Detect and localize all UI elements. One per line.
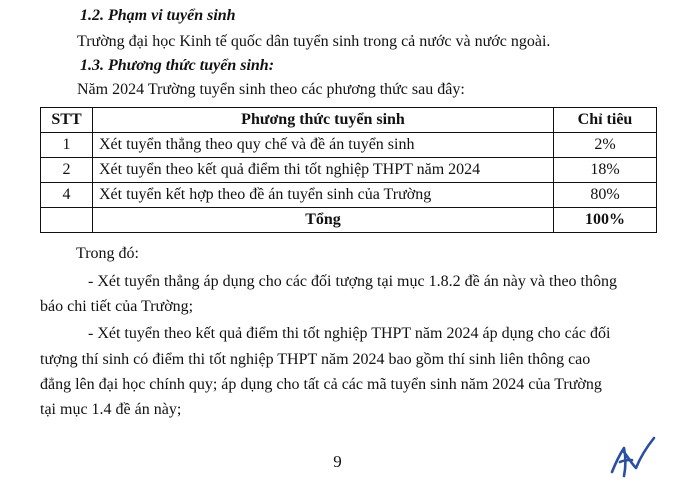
section-1-3-heading: 1.3. Phương thức tuyển sinh: xyxy=(80,57,275,74)
notes-intro: Trong đó: xyxy=(76,245,139,262)
table-row xyxy=(41,183,657,208)
note-2-line-1: - Xét tuyển theo kết quả điểm thi tốt nghiệp THPT năm 2024 áp dụng cho các đối xyxy=(88,325,611,342)
handwritten-signature-icon xyxy=(602,432,658,480)
total-stt-empty xyxy=(41,208,93,233)
row-stt: 2 xyxy=(41,158,93,183)
row-stt: 1 xyxy=(41,133,93,158)
note-2-line-2: tượng thí sinh có điểm thi tốt nghiệp THPT năm 2024 bao gồm thí sinh liên thông cao xyxy=(40,351,591,368)
section-1-3-intro: Năm 2024 Trường tuyển sinh theo các phương thức sau đây: xyxy=(77,81,465,98)
header-method: Phương thức tuyển sinh xyxy=(93,108,554,133)
section-1-2-text: Trường đại học Kinh tế quốc dân tuyển sinh trong cả nước và nước ngoài. xyxy=(77,33,551,50)
note-2-line-4: tại mục 1.4 đề án này; xyxy=(40,401,182,418)
page-number: 9 xyxy=(333,452,342,471)
total-quota: 100% xyxy=(554,208,657,233)
section-1-2-heading: 1.2. Phạm vi tuyển sinh xyxy=(80,7,236,24)
row-quota: 18% xyxy=(554,158,657,183)
table-total-row xyxy=(41,208,657,233)
row-method: Xét tuyển kết hợp theo đề án tuyển sinh của Trường xyxy=(93,183,554,208)
total-label: Tổng xyxy=(93,208,554,233)
note-1-line-2: báo chi tiết của Trường; xyxy=(40,298,194,315)
header-quota: Chỉ tiêu xyxy=(554,108,657,133)
table-header-row xyxy=(41,108,657,133)
table-row xyxy=(41,133,657,158)
row-quota: 2% xyxy=(554,133,657,158)
admission-methods-table xyxy=(40,107,657,233)
table-row xyxy=(41,158,657,183)
note-2-line-3: đẳng lên đại học chính quy; áp dụng cho tất cả các mã tuyển sinh năm 2024 của Trường xyxy=(40,376,602,393)
row-method: Xét tuyển theo kết quả điểm thi tốt nghiệp THPT năm 2024 xyxy=(93,158,554,183)
row-method: Xét tuyển thẳng theo quy chế và đề án tuyển sinh xyxy=(93,133,554,158)
header-stt: STT xyxy=(41,108,93,133)
row-stt: 4 xyxy=(41,183,93,208)
row-quota: 80% xyxy=(554,183,657,208)
note-1-line-1: - Xét tuyển thẳng áp dụng cho các đối tượng tại mục 1.8.2 đề án này và theo thông xyxy=(88,273,617,290)
